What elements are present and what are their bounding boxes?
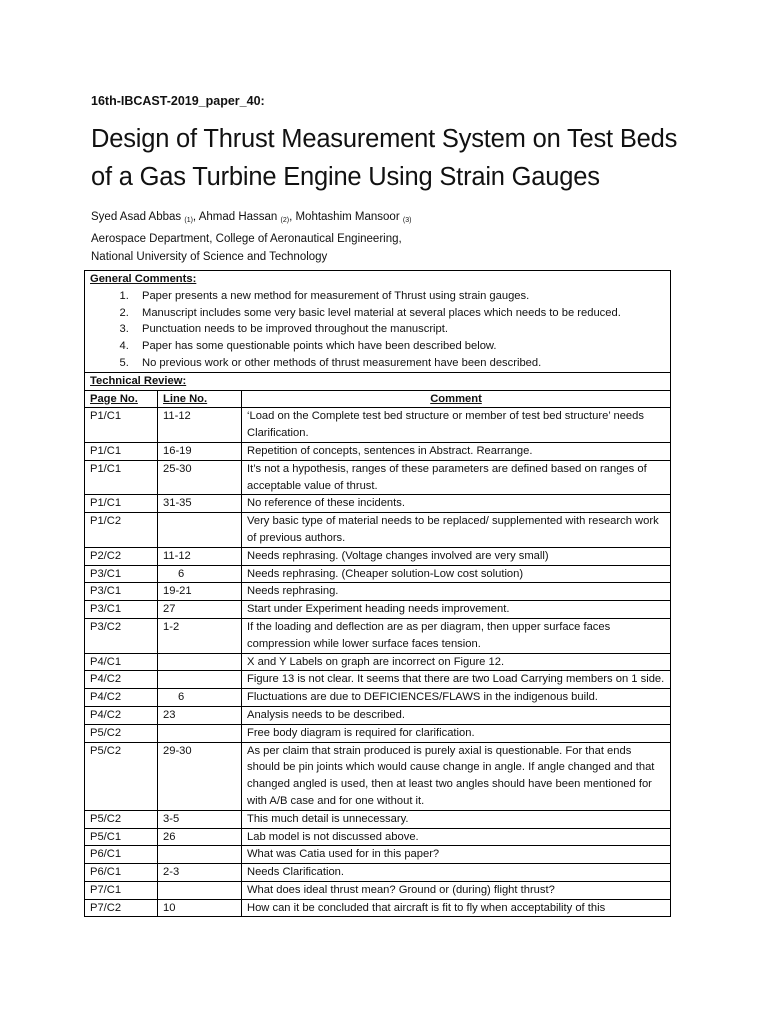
line-cell: 26	[158, 828, 242, 846]
line-cell: 25-30	[158, 460, 242, 495]
page-cell: P2/C2	[85, 547, 158, 565]
page-cell: P3/C1	[85, 565, 158, 583]
page-cell: P6/C1	[85, 846, 158, 864]
general-comments-heading: General Comments:	[90, 273, 197, 285]
general-comment-item: 5. No previous work or other methods of thrust measurement have been described.	[132, 355, 665, 372]
general-comment-item: 4. Paper has some questionable points which have been described below.	[132, 338, 665, 355]
page-cell: P6/C1	[85, 864, 158, 882]
table-row	[85, 601, 671, 619]
author-block	[91, 208, 411, 266]
column-header-page: Page No.	[85, 390, 158, 408]
line-cell	[158, 724, 242, 742]
table-row	[85, 408, 671, 443]
table-row	[85, 495, 671, 513]
table-row	[85, 583, 671, 601]
comment-cell: Needs rephrasing.	[242, 583, 671, 601]
page-cell: P3/C2	[85, 618, 158, 653]
comment-cell: What does ideal thrust mean? Ground or (during) flight thrust?	[242, 881, 671, 899]
table-row	[85, 671, 671, 689]
table-row	[85, 742, 671, 810]
line-cell: 23	[158, 706, 242, 724]
page-cell: P7/C1	[85, 881, 158, 899]
affiliation-line: Aerospace Department, College of Aeronautical Engineering,	[91, 233, 402, 245]
page-cell: P4/C1	[85, 653, 158, 671]
comment-cell: It’s not a hypothesis, ranges of these parameters are defined based on ranges of acceptable value of thrust.	[242, 460, 671, 495]
table-row	[85, 810, 671, 828]
comment-cell: How can it be concluded that aircraft is fit to fly when acceptability of this	[242, 899, 671, 917]
page-cell: P3/C1	[85, 583, 158, 601]
comment-cell: Fluctuations are due to DEFICIENCES/FLAWS in the indigenous build.	[242, 689, 671, 707]
line-cell: 3-5	[158, 810, 242, 828]
review-table	[84, 270, 671, 917]
column-header-line: Line No.	[158, 390, 242, 408]
page-cell: P5/C1	[85, 828, 158, 846]
comment-cell: ‘Load on the Complete test bed structure or member of test bed structure’ needs Clarification.	[242, 408, 671, 443]
table-row	[85, 689, 671, 707]
page-cell: P1/C1	[85, 460, 158, 495]
page-cell: P3/C1	[85, 601, 158, 619]
comment-cell: Free body diagram is required for clarification.	[242, 724, 671, 742]
line-cell: 11-12	[158, 547, 242, 565]
page-cell: P1/C1	[85, 442, 158, 460]
line-cell	[158, 881, 242, 899]
general-comment-item: 3. Punctuation needs to be improved throughout the manuscript.	[132, 321, 665, 338]
line-cell: 27	[158, 601, 242, 619]
document-title: Design of Thrust Measurement System on Test Beds of a Gas Turbine Engine Using Strain Gauges	[91, 125, 678, 191]
line-cell: 2-3	[158, 864, 242, 882]
comment-cell: Needs rephrasing. (Cheaper solution-Low cost solution)	[242, 565, 671, 583]
paper-id: 16th-IBCAST-2019_paper_40:	[91, 94, 265, 108]
author-mark: (1)	[184, 217, 193, 224]
column-header-row	[85, 390, 671, 408]
table-row	[85, 565, 671, 583]
author-mark: (2)	[280, 217, 290, 224]
table-row	[85, 460, 671, 495]
general-comments-row	[85, 271, 671, 373]
line-cell: 19-21	[158, 583, 242, 601]
comment-cell: Lab model is not discussed above.	[242, 828, 671, 846]
author-mark: (3)	[402, 217, 412, 224]
table-row	[85, 706, 671, 724]
line-cell	[158, 846, 242, 864]
page-cell: P5/C2	[85, 724, 158, 742]
table-row	[85, 653, 671, 671]
author-name: Ahmad Hassan	[198, 211, 278, 223]
table-row	[85, 828, 671, 846]
comment-cell: Analysis needs to be described.	[242, 706, 671, 724]
comment-cell: Start under Experiment heading needs improvement.	[242, 601, 671, 619]
table-row	[85, 864, 671, 882]
general-comment-item: 2. Manuscript includes some very basic level material at several places which needs to be reduced.	[132, 305, 665, 322]
comment-cell: Needs Clarification.	[242, 864, 671, 882]
author-line: Syed Asad Abbas $_{(1)}$, Ahmad Hassan $_{(2)}$, Mohtashim Mansoor $_{(3)}$	[91, 211, 412, 224]
general-comments-list	[90, 288, 665, 372]
page-cell: P1/C1	[85, 408, 158, 443]
comment-cell: X and Y Labels on graph are incorrect on Figure 12.	[242, 653, 671, 671]
page-cell: P1/C1	[85, 495, 158, 513]
line-cell	[158, 653, 242, 671]
comment-cell: Needs rephrasing. (Voltage changes involved are very small)	[242, 547, 671, 565]
page-cell: P4/C2	[85, 706, 158, 724]
table-row	[85, 547, 671, 565]
comment-cell: As per claim that strain produced is purely axial is questionable. For that ends should be pin joints which would cause change in angle. If angle changed and that changed angled is used, then at least two angles should have been mentioned for with A/B case and for one without it.	[242, 742, 671, 810]
table-row	[85, 724, 671, 742]
table-row	[85, 442, 671, 460]
line-cell	[158, 671, 242, 689]
table-row	[85, 899, 671, 917]
comment-cell: Repetition of concepts, sentences in Abstract. Rearrange.	[242, 442, 671, 460]
technical-review-row	[85, 372, 671, 390]
line-cell: 11-12	[158, 408, 242, 443]
comment-cell: If the loading and deflection are as per diagram, then upper surface faces compression while lower surface faces tension.	[242, 618, 671, 653]
technical-review-heading: Technical Review:	[85, 372, 671, 390]
author-name: Mohtashim Mansoor	[295, 211, 400, 223]
comment-cell: What was Catia used for in this paper?	[242, 846, 671, 864]
page-cell: P1/C2	[85, 513, 158, 548]
line-cell: 10	[158, 899, 242, 917]
line-cell: 29-30	[158, 742, 242, 810]
comment-cell: No reference of these incidents.	[242, 495, 671, 513]
page-cell: P5/C2	[85, 810, 158, 828]
comment-cell: Very basic type of material needs to be replaced/ supplemented with research work of previous authors.	[242, 513, 671, 548]
page-cell: P5/C2	[85, 742, 158, 810]
line-cell: 6	[158, 565, 242, 583]
table-row	[85, 881, 671, 899]
column-header-comment: Comment	[242, 390, 671, 408]
line-cell: 16-19	[158, 442, 242, 460]
page-cell: P4/C2	[85, 689, 158, 707]
general-comment-item: 1. Paper presents a new method for measurement of Thrust using strain gauges.	[132, 288, 665, 305]
comment-cell: Figure 13 is not clear. It seems that there are two Load Carrying members on 1 side.	[242, 671, 671, 689]
table-row	[85, 513, 671, 548]
table-row	[85, 846, 671, 864]
table-row	[85, 618, 671, 653]
page-cell: P7/C2	[85, 899, 158, 917]
line-cell: 31-35	[158, 495, 242, 513]
general-comments-cell	[85, 271, 671, 373]
line-cell: 1-2	[158, 618, 242, 653]
line-cell	[158, 513, 242, 548]
line-cell: 6	[158, 689, 242, 707]
author-name: Syed Asad Abbas	[91, 211, 182, 223]
page-cell: P4/C2	[85, 671, 158, 689]
comment-cell: This much detail is unnecessary.	[242, 810, 671, 828]
affiliation-line: National University of Science and Technology	[91, 251, 328, 263]
